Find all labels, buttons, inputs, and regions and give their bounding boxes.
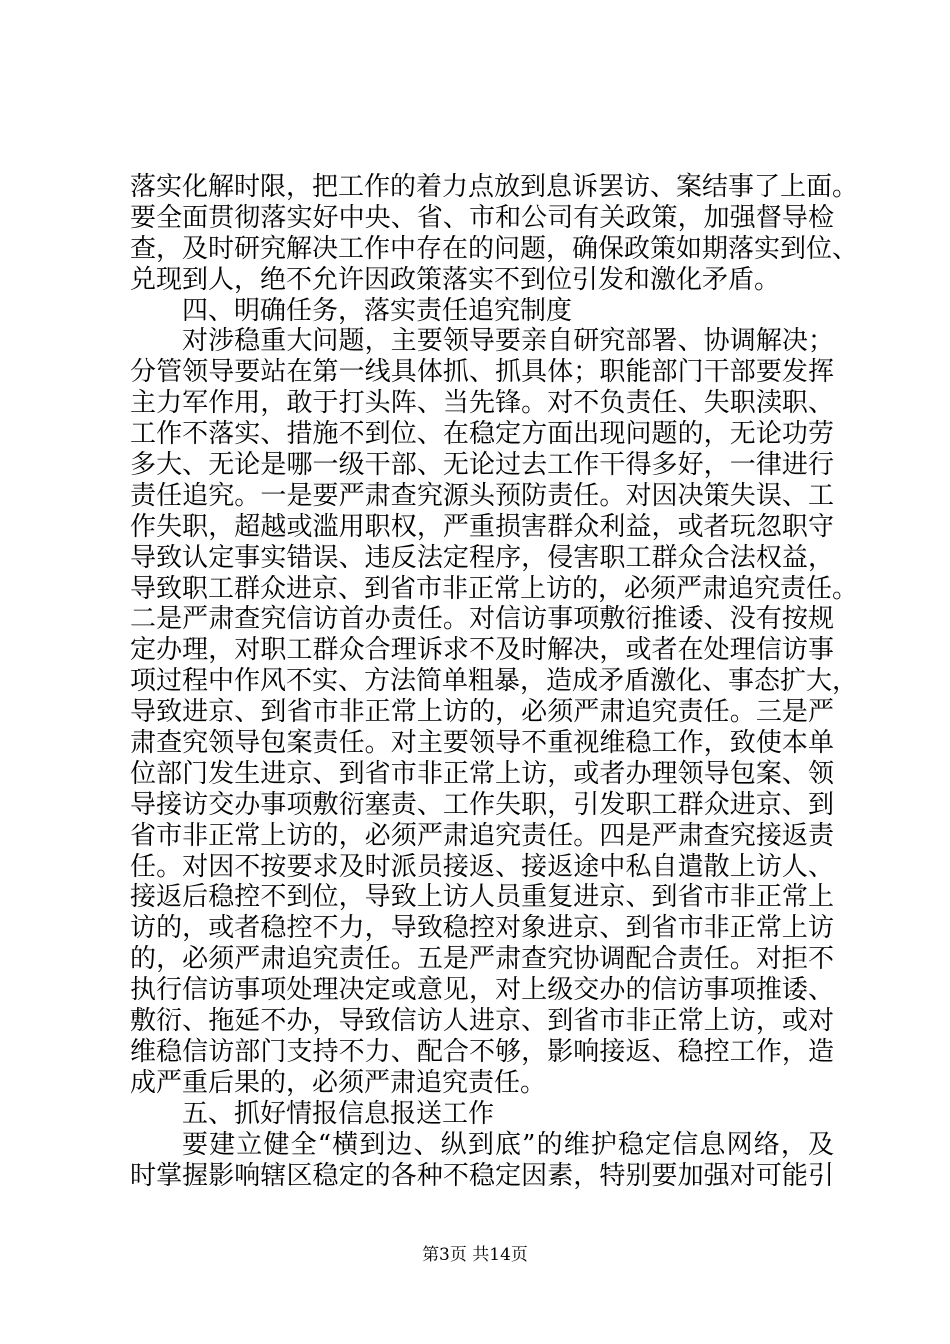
text-line: 查，及时研究解决工作中存在的问题，确保政策如期落实到位、	[130, 233, 859, 264]
text-line: 作失职，超越或滥用职权，严重损害群众利益，或者玩忽职守	[130, 511, 834, 542]
text-line: 导致进京、到省市非正常上访的，必须严肃追究责任。三是严	[130, 697, 834, 728]
text-line: 访的，或者稳控不力，导致稳控对象进京、到省市非正常上访	[130, 913, 834, 944]
text-line: 的，必须严肃追究责任。五是严肃查究协调配合责任。对拒不	[130, 944, 834, 975]
text-line: 执行信访事项处理决定或意见，对上级交办的信访事项推诿、	[130, 975, 834, 1006]
section-heading: 四、明确任务，落实责任追究制度	[182, 295, 573, 326]
text-line: 要建立健全“横到边、纵到底”的维护稳定信息网络，及	[182, 1129, 834, 1160]
text-line: 落实化解时限，把工作的着力点放到息诉罢访、案结事了上面。	[130, 172, 859, 202]
text-line: 对涉稳重大问题，主要领导要亲自研究部署、协调解决；	[182, 326, 834, 357]
page-footer: 第3页 共14页	[422, 1245, 528, 1265]
text-line: 维稳信访部门支持不力、配合不够，影响接返、稳控工作，造	[130, 1036, 834, 1067]
section-heading: 五、抓好情报信息报送工作	[182, 1098, 495, 1129]
text-line: 多大、无论是哪一级干部、无论过去工作干得多好，一律进行	[130, 450, 834, 481]
text-line: 任。对因不按要求及时派员接返、接返途中私自遣散上访人、	[130, 851, 834, 882]
text-line: 导接访交办事项敷衍塞责、工作失职，引发职工群众进京、到	[130, 789, 834, 820]
text-line: 兑现到人，绝不允许因政策落实不到位引发和激化矛盾。	[130, 264, 781, 295]
text-line: 时掌握影响辖区稳定的各种不稳定因素，特别要加强对可能引	[130, 1160, 834, 1191]
text-line: 定办理，对职工群众合理诉求不及时解决，或者在处理信访事	[130, 635, 834, 666]
text-line: 分管领导要站在第一线具体抓、抓具体；职能部门干部要发挥	[130, 357, 834, 388]
document-body	[130, 172, 859, 1191]
text-line: 二是严肃查究信访首办责任。对信访事项敷衍推诿、没有按规	[130, 604, 834, 635]
text-line: 省市非正常上访的，必须严肃追究责任。四是严肃查究接返责	[130, 820, 834, 851]
text-line: 主力军作用，敢于打头阵、当先锋。对不负责任、失职渎职、	[130, 388, 834, 419]
text-line: 导致认定事实错误、违反法定程序，侵害职工群众合法权益，	[130, 542, 834, 573]
text-line: 肃查究领导包案责任。对主要领导不重视维稳工作，致使本单	[130, 728, 834, 759]
text-line: 项过程中作风不实、方法简单粗暴，造成矛盾激化、事态扩大，	[130, 666, 859, 697]
text-line: 工作不落实、措施不到位、在稳定方面出现问题的，无论功劳	[130, 419, 834, 450]
text-line: 导致职工群众进京、到省市非正常上访的，必须严肃追究责任。	[130, 573, 859, 604]
text-line: 责任追究。一是要严肃查究源头预防责任。对因决策失误、工	[130, 480, 834, 511]
text-line: 成严重后果的，必须严肃追究责任。	[130, 1067, 547, 1098]
text-line: 要全面贯彻落实好中央、省、市和公司有关政策，加强督导检	[130, 202, 834, 233]
text-line: 位部门发生进京、到省市非正常上访，或者办理领导包案、领	[130, 758, 834, 789]
text-line: 接返后稳控不到位，导致上访人员重复进京、到省市非正常上	[130, 882, 834, 913]
text-line: 敷衍、拖延不办，导致信访人进京、到省市非正常上访，或对	[130, 1006, 834, 1037]
